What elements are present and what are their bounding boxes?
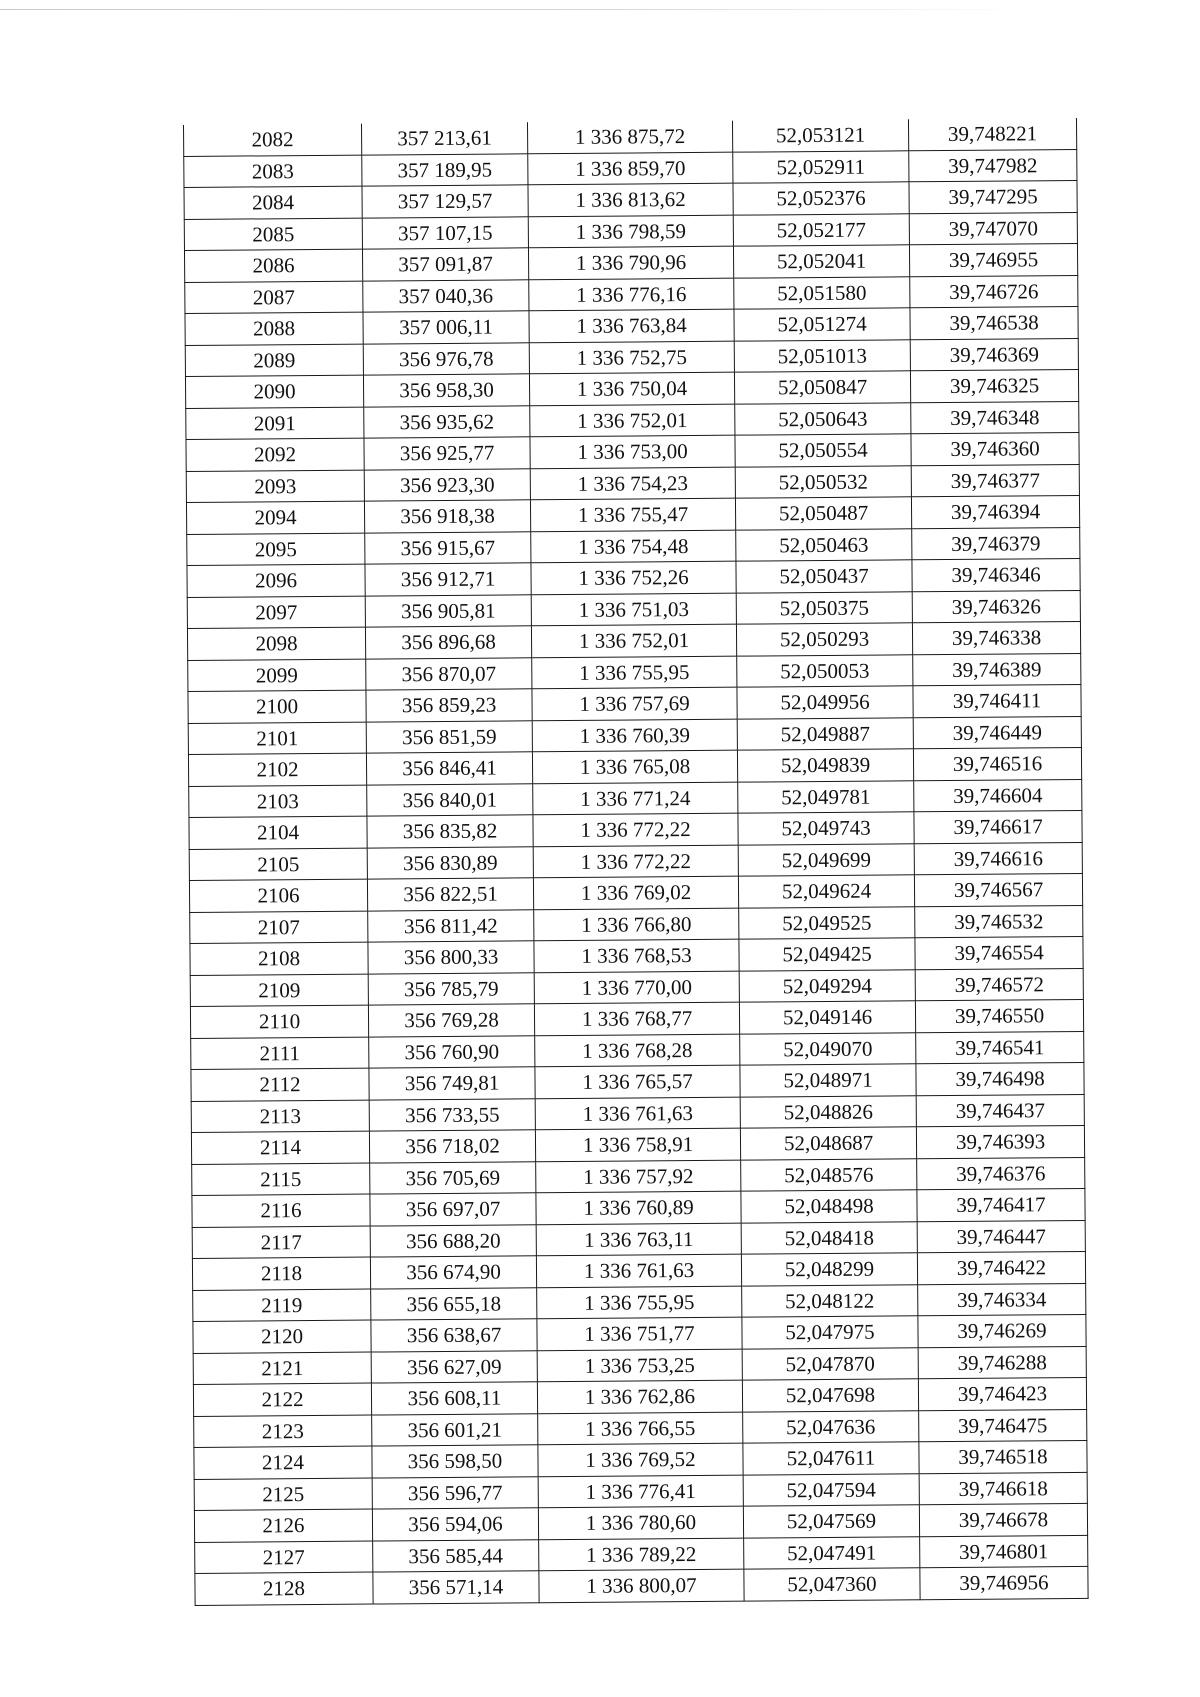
latitude-cell: 52,050643: [735, 402, 911, 435]
latitude-cell: 52,048826: [740, 1095, 916, 1128]
longitude-cell: 39,746550: [915, 999, 1083, 1032]
y-coordinate-cell: 1 336 765,57: [535, 1065, 740, 1098]
latitude-cell: 52,049956: [737, 686, 913, 719]
x-coordinate-cell: 357 006,11: [363, 311, 529, 344]
scan-edge-line: [0, 9, 1030, 10]
x-coordinate-cell: 356 571,14: [373, 1571, 539, 1604]
latitude-cell: 52,051580: [734, 276, 910, 309]
latitude-cell: 52,049887: [737, 717, 913, 750]
latitude-cell: 52,050293: [736, 623, 912, 656]
x-coordinate-cell: 356 976,78: [363, 342, 529, 375]
latitude-cell: 52,052911: [733, 150, 909, 183]
y-coordinate-cell: 1 336 761,63: [535, 1097, 740, 1130]
latitude-cell: 52,047975: [742, 1316, 918, 1349]
latitude-cell: 52,050532: [735, 465, 911, 498]
y-coordinate-cell: 1 336 798,59: [528, 215, 733, 248]
longitude-cell: 39,746379: [912, 527, 1080, 560]
longitude-cell: 39,746437: [916, 1094, 1084, 1127]
point-number-cell: 2123: [194, 1415, 372, 1448]
y-coordinate-cell: 1 336 765,08: [532, 750, 737, 783]
y-coordinate-cell: 1 336 875,72: [527, 121, 732, 154]
point-number-cell: 2084: [184, 186, 362, 219]
latitude-cell: 52,049425: [739, 938, 915, 971]
longitude-cell: 39,746269: [918, 1314, 1086, 1347]
latitude-cell: 52,051274: [734, 308, 910, 341]
y-coordinate-cell: 1 336 752,01: [530, 404, 735, 437]
y-coordinate-cell: 1 336 754,23: [530, 467, 735, 500]
y-coordinate-cell: 1 336 752,75: [529, 341, 734, 374]
longitude-cell: 39,746334: [918, 1283, 1086, 1316]
longitude-cell: 39,746376: [917, 1157, 1085, 1190]
x-coordinate-cell: 356 811,42: [368, 909, 534, 942]
point-number-cell: 2110: [190, 1005, 368, 1038]
longitude-cell: 39,746348: [911, 401, 1079, 434]
longitude-cell: 39,746678: [919, 1503, 1087, 1536]
x-coordinate-cell: 356 830,89: [367, 846, 533, 879]
point-number-cell: 2122: [193, 1383, 371, 1416]
point-number-cell: 2097: [187, 596, 365, 629]
latitude-cell: 52,048576: [741, 1158, 917, 1191]
point-number-cell: 2093: [186, 470, 364, 503]
longitude-cell: 39,747295: [909, 180, 1077, 213]
point-number-cell: 2100: [188, 690, 366, 723]
latitude-cell: 52,052041: [733, 245, 909, 278]
x-coordinate-cell: 356 705,69: [370, 1161, 536, 1194]
x-coordinate-cell: 356 733,55: [369, 1098, 535, 1131]
point-number-cell: 2104: [189, 816, 367, 849]
x-coordinate-cell: 356 912,71: [365, 563, 531, 596]
x-coordinate-cell: 356 760,90: [369, 1035, 535, 1068]
longitude-cell: 39,746498: [916, 1062, 1084, 1095]
x-coordinate-cell: 356 655,18: [371, 1287, 537, 1320]
latitude-cell: 52,047636: [743, 1410, 919, 1443]
latitude-cell: 52,048418: [741, 1221, 917, 1254]
latitude-cell: 52,048971: [740, 1064, 916, 1097]
longitude-cell: 39,746518: [919, 1440, 1087, 1473]
x-coordinate-cell: 356 596,77: [372, 1476, 538, 1509]
longitude-cell: 39,746726: [910, 275, 1078, 308]
y-coordinate-cell: 1 336 766,55: [538, 1412, 743, 1445]
point-number-cell: 2096: [187, 564, 365, 597]
latitude-cell: 52,049070: [740, 1032, 916, 1065]
point-number-cell: 2091: [186, 407, 364, 440]
longitude-cell: 39,746326: [912, 590, 1080, 623]
x-coordinate-cell: 356 859,23: [366, 689, 532, 722]
longitude-cell: 39,746538: [910, 306, 1078, 339]
longitude-cell: 39,746369: [910, 338, 1078, 371]
point-number-cell: 2103: [189, 785, 367, 818]
x-coordinate-cell: 356 958,30: [363, 374, 529, 407]
longitude-cell: 39,746516: [913, 747, 1081, 780]
point-number-cell: 2082: [183, 124, 361, 156]
latitude-cell: 52,050554: [735, 434, 911, 467]
y-coordinate-cell: 1 336 754,48: [531, 530, 736, 563]
point-number-cell: 2088: [185, 312, 363, 345]
latitude-cell: 52,047569: [743, 1505, 919, 1538]
x-coordinate-cell: 356 840,01: [367, 783, 533, 816]
longitude-cell: 39,746617: [914, 810, 1082, 843]
y-coordinate-cell: 1 336 762,86: [537, 1380, 742, 1413]
longitude-cell: 39,746475: [919, 1409, 1087, 1442]
y-coordinate-cell: 1 336 763,84: [529, 309, 734, 342]
x-coordinate-cell: 356 601,21: [372, 1413, 538, 1446]
x-coordinate-cell: 356 925,77: [364, 437, 530, 470]
x-coordinate-cell: 356 585,44: [373, 1539, 539, 1572]
longitude-cell: 39,746604: [914, 779, 1082, 812]
x-coordinate-cell: 356 896,68: [365, 626, 531, 659]
latitude-cell: 52,049624: [738, 875, 914, 908]
x-coordinate-cell: 356 915,67: [365, 531, 531, 564]
latitude-cell: 52,050847: [734, 371, 910, 404]
y-coordinate-cell: 1 336 772,22: [533, 845, 738, 878]
y-coordinate-cell: 1 336 760,39: [532, 719, 737, 752]
latitude-cell: 52,047611: [743, 1442, 919, 1475]
latitude-cell: 52,050053: [737, 654, 913, 687]
longitude-cell: 39,746449: [913, 716, 1081, 749]
y-coordinate-cell: 1 336 752,26: [531, 561, 736, 594]
x-coordinate-cell: 356 627,09: [371, 1350, 537, 1383]
point-number-cell: 2106: [189, 879, 367, 912]
y-coordinate-cell: 1 336 758,91: [535, 1128, 740, 1161]
point-number-cell: 2119: [193, 1289, 371, 1322]
longitude-cell: 39,747070: [909, 212, 1077, 245]
x-coordinate-cell: 357 091,87: [362, 248, 528, 281]
latitude-cell: 52,049743: [738, 812, 914, 845]
longitude-cell: 39,746616: [914, 842, 1082, 875]
y-coordinate-cell: 1 336 766,80: [534, 908, 739, 941]
x-coordinate-cell: 356 598,50: [372, 1445, 538, 1478]
point-number-cell: 2128: [195, 1572, 373, 1605]
y-coordinate-cell: 1 336 790,96: [528, 246, 733, 279]
x-coordinate-cell: 356 749,81: [369, 1067, 535, 1100]
x-coordinate-cell: 356 846,41: [366, 752, 532, 785]
point-number-cell: 2113: [191, 1100, 369, 1133]
latitude-cell: 52,049294: [739, 969, 915, 1002]
y-coordinate-cell: 1 336 757,69: [532, 687, 737, 720]
coordinates-table-body: [183, 118, 1088, 1605]
point-number-cell: 2094: [186, 501, 364, 534]
point-number-cell: 2121: [193, 1352, 371, 1385]
point-number-cell: 2099: [188, 659, 366, 692]
x-coordinate-cell: 356 935,62: [364, 405, 530, 438]
y-coordinate-cell: 1 336 760,89: [536, 1191, 741, 1224]
longitude-cell: 39,746447: [917, 1220, 1085, 1253]
point-number-cell: 2115: [192, 1163, 370, 1196]
point-number-cell: 2116: [192, 1194, 370, 1227]
point-number-cell: 2118: [192, 1257, 370, 1290]
longitude-cell: 39,746801: [920, 1535, 1088, 1568]
longitude-cell: 39,746360: [911, 432, 1079, 465]
longitude-cell: 39,748221: [908, 118, 1076, 150]
point-number-cell: 2089: [185, 344, 363, 377]
longitude-cell: 39,746346: [912, 558, 1080, 591]
latitude-cell: 52,053121: [732, 119, 908, 151]
x-coordinate-cell: 356 718,02: [369, 1130, 535, 1163]
y-coordinate-cell: 1 336 761,63: [536, 1254, 741, 1287]
point-number-cell: 2127: [195, 1541, 373, 1574]
y-coordinate-cell: 1 336 769,52: [538, 1443, 743, 1476]
longitude-cell: 39,746338: [912, 621, 1080, 654]
longitude-cell: 39,746325: [910, 369, 1078, 402]
longitude-cell: 39,746377: [911, 464, 1079, 497]
longitude-cell: 39,746417: [917, 1188, 1085, 1221]
y-coordinate-cell: 1 336 768,28: [535, 1034, 740, 1067]
y-coordinate-cell: 1 336 763,11: [536, 1223, 741, 1256]
longitude-cell: 39,746423: [918, 1377, 1086, 1410]
latitude-cell: 52,052376: [733, 182, 909, 215]
point-number-cell: 2095: [187, 533, 365, 566]
latitude-cell: 52,050487: [735, 497, 911, 530]
point-number-cell: 2120: [193, 1320, 371, 1353]
x-coordinate-cell: 356 769,28: [368, 1004, 534, 1037]
y-coordinate-cell: 1 336 753,25: [537, 1349, 742, 1382]
point-number-cell: 2126: [194, 1509, 372, 1542]
x-coordinate-cell: 356 918,38: [364, 500, 530, 533]
y-coordinate-cell: 1 336 750,04: [529, 372, 734, 405]
x-coordinate-cell: 356 697,07: [370, 1193, 536, 1226]
longitude-cell: 39,746572: [915, 968, 1083, 1001]
y-coordinate-cell: 1 336 813,62: [528, 183, 733, 216]
x-coordinate-cell: 356 785,79: [368, 972, 534, 1005]
y-coordinate-cell: 1 336 752,01: [531, 624, 736, 657]
y-coordinate-cell: 1 336 768,77: [534, 1002, 739, 1035]
longitude-cell: 39,746541: [916, 1031, 1084, 1064]
latitude-cell: 52,048122: [742, 1284, 918, 1317]
x-coordinate-cell: 357 189,95: [362, 153, 528, 186]
longitude-cell: 39,746389: [913, 653, 1081, 686]
point-number-cell: 2107: [190, 911, 368, 944]
x-coordinate-cell: 356 923,30: [364, 468, 530, 501]
latitude-cell: 52,047870: [742, 1347, 918, 1380]
y-coordinate-cell: 1 336 768,53: [534, 939, 739, 972]
longitude-cell: 39,746532: [915, 905, 1083, 938]
point-number-cell: 2102: [188, 753, 366, 786]
x-coordinate-cell: 356 822,51: [367, 878, 533, 911]
latitude-cell: 52,047698: [742, 1379, 918, 1412]
point-number-cell: 2092: [186, 438, 364, 471]
point-number-cell: 2090: [185, 375, 363, 408]
longitude-cell: 39,746618: [919, 1472, 1087, 1505]
y-coordinate-cell: 1 336 789,22: [539, 1538, 744, 1571]
latitude-cell: 52,049699: [738, 843, 914, 876]
latitude-cell: 52,050375: [736, 591, 912, 624]
point-number-cell: 2086: [184, 249, 362, 282]
latitude-cell: 52,049146: [739, 1001, 915, 1034]
y-coordinate-cell: 1 336 753,00: [530, 435, 735, 468]
y-coordinate-cell: 1 336 776,41: [538, 1475, 743, 1508]
y-coordinate-cell: 1 336 755,95: [537, 1286, 742, 1319]
longitude-cell: 39,746554: [915, 936, 1083, 969]
latitude-cell: 52,049839: [737, 749, 913, 782]
x-coordinate-cell: 356 688,20: [370, 1224, 536, 1257]
coordinates-table: [183, 118, 1089, 1605]
x-coordinate-cell: 356 851,59: [366, 720, 532, 753]
x-coordinate-cell: 356 638,67: [371, 1319, 537, 1352]
x-coordinate-cell: 356 594,06: [372, 1508, 538, 1541]
latitude-cell: 52,047360: [744, 1568, 920, 1601]
longitude-cell: 39,747982: [909, 149, 1077, 182]
y-coordinate-cell: 1 336 755,95: [532, 656, 737, 689]
y-coordinate-cell: 1 336 751,77: [537, 1317, 742, 1350]
x-coordinate-cell: 356 870,07: [366, 657, 532, 690]
longitude-cell: 39,746288: [918, 1346, 1086, 1379]
point-number-cell: 2117: [192, 1226, 370, 1259]
point-number-cell: 2111: [191, 1037, 369, 1070]
longitude-cell: 39,746411: [913, 684, 1081, 717]
latitude-cell: 52,052177: [733, 213, 909, 246]
longitude-cell: 39,746955: [909, 243, 1077, 276]
y-coordinate-cell: 1 336 772,22: [533, 813, 738, 846]
y-coordinate-cell: 1 336 776,16: [529, 278, 734, 311]
latitude-cell: 52,048498: [741, 1190, 917, 1223]
longitude-cell: 39,746394: [911, 495, 1079, 528]
latitude-cell: 52,048299: [741, 1253, 917, 1286]
latitude-cell: 52,047491: [744, 1536, 920, 1569]
table-row: [195, 1566, 1088, 1605]
x-coordinate-cell: 357 129,57: [362, 185, 528, 218]
y-coordinate-cell: 1 336 800,07: [539, 1569, 744, 1602]
point-number-cell: 2083: [184, 155, 362, 188]
latitude-cell: 52,050463: [736, 528, 912, 561]
y-coordinate-cell: 1 336 751,03: [531, 593, 736, 626]
y-coordinate-cell: 1 336 780,60: [538, 1506, 743, 1539]
latitude-cell: 52,050437: [736, 560, 912, 593]
point-number-cell: 2101: [188, 722, 366, 755]
point-number-cell: 2108: [190, 942, 368, 975]
longitude-cell: 39,746567: [914, 873, 1082, 906]
x-coordinate-cell: 356 835,82: [367, 815, 533, 848]
y-coordinate-cell: 1 336 769,02: [533, 876, 738, 909]
latitude-cell: 52,049525: [739, 906, 915, 939]
point-number-cell: 2087: [185, 281, 363, 314]
y-coordinate-cell: 1 336 770,00: [534, 971, 739, 1004]
point-number-cell: 2098: [187, 627, 365, 660]
y-coordinate-cell: 1 336 757,92: [536, 1160, 741, 1193]
latitude-cell: 52,048687: [740, 1127, 916, 1160]
longitude-cell: 39,746393: [916, 1125, 1084, 1158]
point-number-cell: 2109: [190, 974, 368, 1007]
point-number-cell: 2114: [191, 1131, 369, 1164]
x-coordinate-cell: 357 107,15: [362, 216, 528, 249]
y-coordinate-cell: 1 336 859,70: [528, 152, 733, 185]
longitude-cell: 39,746422: [917, 1251, 1085, 1284]
point-number-cell: 2112: [191, 1068, 369, 1101]
x-coordinate-cell: 356 800,33: [368, 941, 534, 974]
latitude-cell: 52,051013: [734, 339, 910, 372]
point-number-cell: 2105: [189, 848, 367, 881]
latitude-cell: 52,049781: [738, 780, 914, 813]
x-coordinate-cell: 357 213,61: [361, 122, 527, 154]
x-coordinate-cell: 357 040,36: [363, 279, 529, 312]
y-coordinate-cell: 1 336 755,47: [530, 498, 735, 531]
longitude-cell: 39,746956: [920, 1566, 1088, 1599]
point-number-cell: 2125: [194, 1478, 372, 1511]
x-coordinate-cell: 356 608,11: [371, 1382, 537, 1415]
x-coordinate-cell: 356 674,90: [370, 1256, 536, 1289]
point-number-cell: 2085: [184, 218, 362, 251]
latitude-cell: 52,047594: [743, 1473, 919, 1506]
point-number-cell: 2124: [194, 1446, 372, 1479]
x-coordinate-cell: 356 905,81: [365, 594, 531, 627]
y-coordinate-cell: 1 336 771,24: [533, 782, 738, 815]
